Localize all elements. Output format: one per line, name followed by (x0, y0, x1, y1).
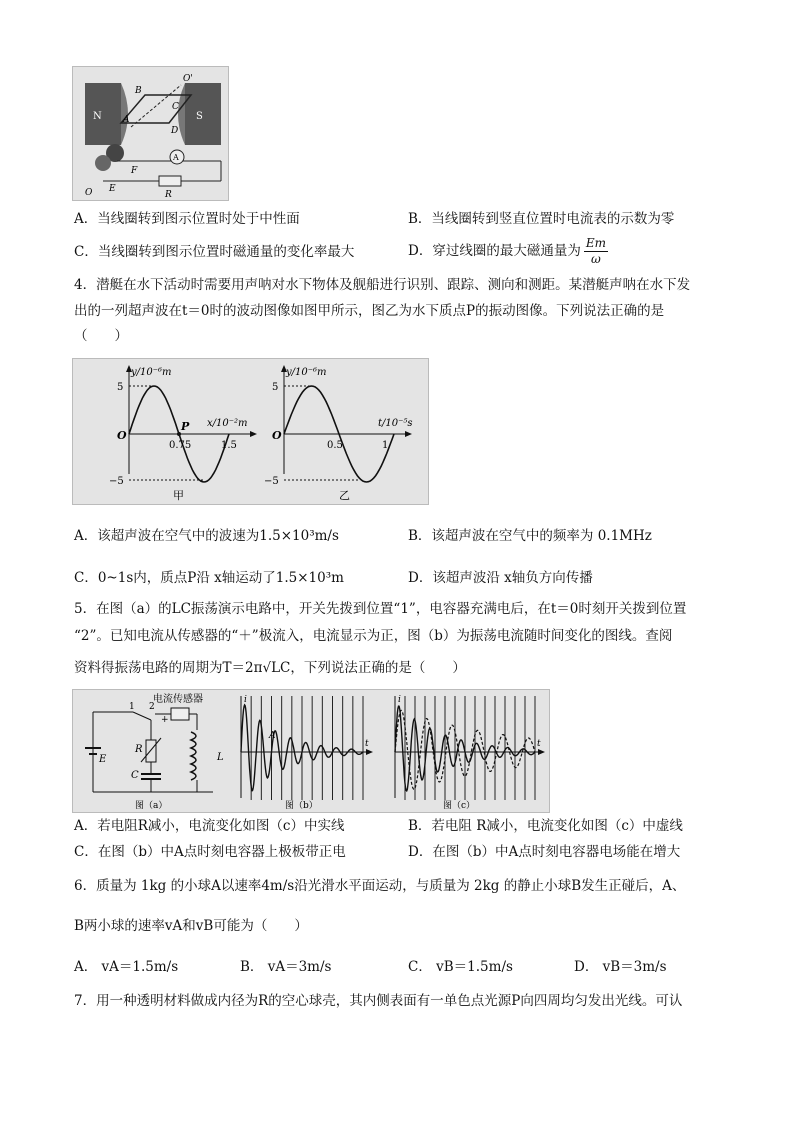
q3-option-a: A．当线圈转到图示位置时处于中性面 (74, 211, 300, 227)
q4-option-a: A．该超声波在空气中的波速为1.5×10³m/s (74, 528, 339, 544)
lc-circuit-figure (72, 689, 550, 813)
resistor-r-label: R (165, 190, 172, 200)
axis-oprime-label: O' (183, 74, 193, 84)
point-f-label: F (131, 166, 138, 176)
yi-y-tick-bottom: −5 (264, 476, 279, 487)
jia-x-axis-label: x/10⁻²m (207, 418, 248, 429)
q6-stem-line-2: B两小球的速率vA和vB可能为（ ） (74, 918, 308, 934)
q3-option-d (408, 236, 608, 267)
q5-stem-line-2: “2”。已知电流从传感器的“＋”极流入，电流显示为正，图（b）为振荡电流随时间变化的图线。查阅 (74, 628, 673, 644)
caption-a: 图（a） (135, 801, 168, 811)
q5-option-a: A．若电阻R减小，电流变化如图（c）中实线 (74, 818, 345, 834)
q4-option-d: D．该超声波沿 x轴负方向传播 (408, 570, 593, 586)
current-sensor-label: 电流传感器 (153, 694, 203, 705)
q6-option-c: C． vB＝1.5m/s (408, 959, 513, 975)
q4-stem-line-1: 4．潜艇在水下活动时需要用声呐对水下物体及舰船进行识别、跟踪、测向和测距。某潜艇声呐在水下发 (74, 277, 691, 293)
capacitor-c-label: C (131, 770, 139, 781)
caption-b: 图（b） (285, 801, 318, 811)
q5-option-d: D．在图（b）中A点时刻电容器电场能在增大 (408, 844, 681, 860)
yi-caption: 乙 (339, 489, 350, 502)
graph-b-i-label: i (244, 695, 247, 705)
yi-x-tick-2: 1 (382, 440, 389, 451)
q6-option-d: D． vB＝3m/s (574, 959, 667, 975)
jia-caption: 甲 (173, 489, 184, 502)
magnet-n-label: N (93, 111, 102, 122)
ammeter-label: A (173, 153, 179, 162)
point-a-label: A (123, 115, 130, 125)
q3-option-c: C．当线圈转到图示位置时磁通量的变化率最大 (74, 244, 355, 260)
yi-x-axis-label: t/10⁻⁵s (378, 418, 413, 429)
q3-option-d-fraction (584, 236, 608, 267)
inductor-l-label: L (217, 752, 224, 763)
jia-y-axis-label: y/10⁻⁶m (131, 367, 172, 378)
q4-stem-line-2: 出的一列超声波在t＝0时的波动图像如图甲所示，图乙为水下质点P的振动图像。下列说法正确的是 (74, 303, 665, 319)
wave-graphs-figure (72, 358, 429, 505)
q5-option-b: B．若电阻 R减小，电流变化如图（c）中虚线 (408, 818, 683, 834)
jia-y-tick-bottom: −5 (109, 476, 124, 487)
graph-c-t-label: t (537, 739, 541, 749)
switch-position-2: 2 (149, 702, 155, 712)
point-c-label: C (172, 102, 179, 112)
q4-option-c: C．0~1s内，质点P沿 x轴运动了1.5×10³m (74, 570, 344, 586)
q5-option-c: C．在图（b）中A点时刻电容器上极板带正电 (74, 844, 346, 860)
yi-x-tick-1: 0.5 (327, 440, 343, 451)
jia-point-p-label: P (181, 420, 190, 433)
jia-x-tick-2: 1.5 (221, 440, 237, 451)
jia-origin-label: O (117, 429, 127, 442)
jia-x-tick-1: 0.75 (169, 440, 192, 451)
q6-option-a: A． vA＝1.5m/s (74, 959, 179, 975)
point-d-label: D (171, 126, 179, 136)
battery-e-label: E (99, 754, 107, 765)
jia-y-tick-top: 5 (117, 382, 124, 393)
q6-stem-line-1: 6．质量为 1kg 的小球A以速率4m/s沿光滑水平面运动，与质量为 2kg 的静止小球B发生正碰后，A、 (74, 878, 686, 894)
caption-c: 图（c） (443, 801, 476, 811)
graph-b-t-label: t (365, 739, 369, 749)
graph-c-i-label: i (398, 695, 401, 705)
magnet-s-label: S (196, 111, 203, 122)
q4-stem-line-3: （ ） (74, 328, 128, 344)
fraction-denominator: ω (591, 252, 601, 266)
q7-stem-line-1: 7．用一种透明材料做成内径为R的空心球壳，其内侧表面有一单色点光源P向四周均匀发出光线。可认 (74, 993, 683, 1009)
q3-option-d-text: D．穿过线圈的最大磁通量为 (408, 243, 581, 259)
q6-option-b: B． vA＝3m/s (240, 959, 332, 975)
graph-b-point-a: A (269, 731, 276, 741)
resistor-r-label: R (135, 744, 143, 755)
point-e-label: E (109, 184, 116, 194)
q5-stem-line-3: 资料得振荡电路的周期为T＝2π√LC，下列说法正确的是（ ） (74, 660, 466, 676)
generator-figure (72, 66, 229, 201)
sensor-plus-label: + (161, 715, 169, 725)
yi-y-tick-top: 5 (272, 382, 279, 393)
yi-y-axis-label: y/10⁻⁶m (286, 367, 327, 378)
axis-o-label: O (85, 188, 93, 198)
q4-option-b: B．该超声波在空气中的频率为 0.1MHz (408, 528, 652, 544)
switch-position-1: 1 (129, 702, 135, 712)
yi-origin-label: O (272, 429, 282, 442)
q3-option-b: B．当线圈转到竖直位置时电流表的示数为零 (408, 211, 675, 227)
q5-stem-line-1: 5．在图（a）的LC振荡演示电路中，开关先拨到位置“1”，电容器充满电后，在t＝0时刻开关拨到位置 (74, 601, 687, 617)
fraction-numerator: Em (585, 236, 606, 250)
point-b-label: B (135, 86, 142, 96)
